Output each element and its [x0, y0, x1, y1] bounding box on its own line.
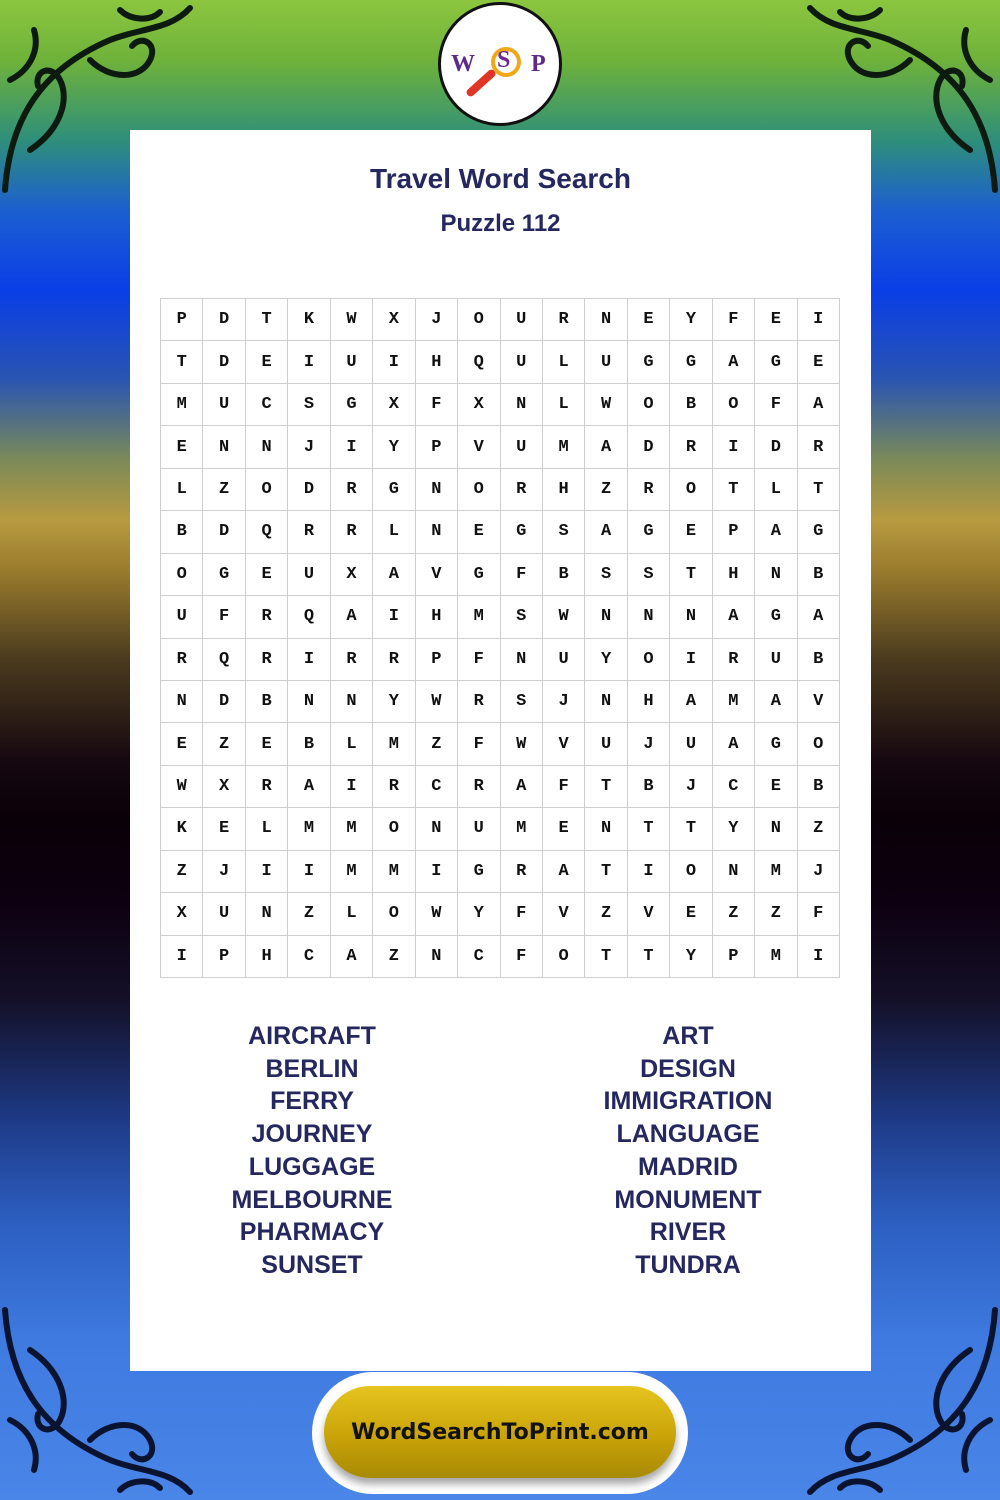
grid-cell[interactable]: Y — [373, 426, 415, 468]
grid-cell[interactable]: L — [161, 469, 203, 511]
grid-cell[interactable]: D — [203, 299, 245, 341]
grid-cell[interactable]: K — [161, 808, 203, 850]
grid-cell[interactable]: F — [543, 766, 585, 808]
grid-cell[interactable]: V — [798, 681, 840, 723]
grid-cell[interactable]: E — [246, 341, 288, 383]
grid-cell[interactable]: N — [331, 681, 373, 723]
grid-cell[interactable]: U — [755, 639, 797, 681]
grid-cell[interactable]: M — [543, 426, 585, 468]
grid-cell[interactable]: M — [161, 384, 203, 426]
grid-cell[interactable]: F — [798, 893, 840, 935]
grid-cell[interactable]: D — [203, 511, 245, 553]
grid-cell[interactable]: A — [755, 681, 797, 723]
grid-cell[interactable]: Y — [585, 639, 627, 681]
grid-cell[interactable]: L — [543, 384, 585, 426]
grid-cell[interactable]: O — [670, 851, 712, 893]
word-list-item: FERRY — [270, 1087, 354, 1116]
grid-cell[interactable]: T — [628, 808, 670, 850]
grid-cell[interactable]: R — [458, 681, 500, 723]
grid-cell[interactable]: R — [373, 766, 415, 808]
grid-cell[interactable]: V — [628, 893, 670, 935]
grid-cell[interactable]: J — [203, 851, 245, 893]
grid-cell[interactable]: B — [798, 639, 840, 681]
word-list-item: LUGGAGE — [248, 1152, 376, 1181]
grid-cell[interactable]: O — [373, 893, 415, 935]
grid-cell[interactable]: I — [798, 299, 840, 341]
grid-cell[interactable]: R — [288, 511, 330, 553]
grid-cell[interactable]: W — [416, 681, 458, 723]
grid-cell[interactable]: E — [628, 299, 670, 341]
grid-cell[interactable]: F — [501, 936, 543, 978]
grid-cell[interactable]: C — [288, 936, 330, 978]
grid-cell[interactable]: P — [713, 511, 755, 553]
grid-cell[interactable]: M — [755, 936, 797, 978]
grid-cell[interactable]: M — [373, 851, 415, 893]
grid-cell[interactable]: M — [331, 808, 373, 850]
grid-cell[interactable]: Q — [288, 596, 330, 638]
grid-cell[interactable]: I — [288, 341, 330, 383]
grid-cell[interactable]: G — [755, 596, 797, 638]
grid-cell[interactable]: N — [585, 596, 627, 638]
grid-cell[interactable]: X — [373, 299, 415, 341]
grid-cell[interactable]: Q — [246, 511, 288, 553]
grid-cell[interactable]: I — [628, 851, 670, 893]
grid-cell[interactable]: D — [203, 341, 245, 383]
grid-cell[interactable]: R — [331, 469, 373, 511]
footer-banner — [312, 1372, 688, 1494]
grid-cell[interactable]: M — [755, 851, 797, 893]
grid-cell[interactable]: R — [246, 596, 288, 638]
grid-cell[interactable]: Z — [798, 808, 840, 850]
grid-cell[interactable]: E — [670, 511, 712, 553]
grid-cell[interactable]: Z — [373, 936, 415, 978]
grid-cell[interactable]: N — [585, 808, 627, 850]
grid-cell[interactable]: A — [713, 596, 755, 638]
wsp-logo — [438, 2, 562, 126]
site-link[interactable]: WordSearchToPrint.com — [324, 1386, 676, 1478]
grid-cell[interactable]: N — [203, 426, 245, 468]
grid-cell[interactable]: Z — [713, 893, 755, 935]
grid-cell[interactable]: I — [713, 426, 755, 468]
grid-cell[interactable]: E — [798, 341, 840, 383]
grid-cell[interactable]: I — [161, 936, 203, 978]
grid-cell[interactable]: O — [543, 936, 585, 978]
grid-cell[interactable]: W — [543, 596, 585, 638]
grid-cell[interactable]: Z — [203, 723, 245, 765]
grid-cell[interactable]: T — [670, 808, 712, 850]
grid-cell[interactable]: B — [543, 554, 585, 596]
grid-cell[interactable]: A — [798, 384, 840, 426]
grid-cell[interactable]: U — [585, 341, 627, 383]
grid-cell[interactable]: A — [713, 341, 755, 383]
grid-cell[interactable]: D — [203, 681, 245, 723]
grid-cell[interactable]: T — [246, 299, 288, 341]
grid-cell[interactable]: I — [373, 341, 415, 383]
grid-cell[interactable]: A — [288, 766, 330, 808]
grid-cell[interactable]: E — [161, 426, 203, 468]
grid-cell[interactable]: I — [246, 851, 288, 893]
puzzle-number: Puzzle 112 — [440, 210, 561, 237]
grid-cell[interactable]: X — [331, 554, 373, 596]
grid-cell[interactable]: U — [670, 723, 712, 765]
grid-cell[interactable]: O — [670, 469, 712, 511]
grid-cell[interactable]: S — [501, 681, 543, 723]
grid-cell[interactable]: J — [628, 723, 670, 765]
grid-cell[interactable]: D — [628, 426, 670, 468]
grid-cell[interactable]: R — [670, 426, 712, 468]
grid-cell[interactable]: Z — [416, 723, 458, 765]
grid-cell[interactable]: F — [203, 596, 245, 638]
grid-cell[interactable]: M — [288, 808, 330, 850]
grid-cell[interactable]: T — [670, 554, 712, 596]
logo-letter-w: W — [451, 51, 475, 77]
grid-cell[interactable]: O — [628, 639, 670, 681]
grid-cell[interactable]: N — [628, 596, 670, 638]
grid-cell[interactable]: A — [331, 596, 373, 638]
word-list-item: MELBOURNE — [231, 1185, 393, 1214]
grid-cell[interactable]: S — [501, 596, 543, 638]
grid-cell[interactable]: E — [755, 299, 797, 341]
grid-cell[interactable]: B — [161, 511, 203, 553]
grid-cell[interactable]: M — [458, 596, 500, 638]
grid-cell[interactable]: L — [331, 723, 373, 765]
grid-cell[interactable]: C — [458, 936, 500, 978]
grid-cell[interactable]: Z — [585, 893, 627, 935]
word-list-item: TUNDRA — [635, 1250, 741, 1279]
grid-cell[interactable]: A — [373, 554, 415, 596]
puzzle-sheet — [130, 130, 871, 1371]
grid-cell[interactable]: U — [458, 808, 500, 850]
grid-cell[interactable]: N — [246, 426, 288, 468]
grid-cell[interactable]: Y — [670, 936, 712, 978]
word-list-item: JOURNEY — [251, 1120, 373, 1149]
grid-cell[interactable]: E — [161, 723, 203, 765]
grid-cell[interactable]: R — [798, 426, 840, 468]
grid-cell[interactable]: G — [755, 723, 797, 765]
word-list-item: PHARMACY — [239, 1218, 385, 1247]
grid-cell[interactable]: O — [373, 808, 415, 850]
grid-cell[interactable]: N — [416, 511, 458, 553]
grid-cell[interactable]: H — [416, 596, 458, 638]
grid-cell[interactable]: G — [628, 341, 670, 383]
grid-cell[interactable]: R — [543, 299, 585, 341]
grid-cell[interactable]: G — [670, 341, 712, 383]
grid-cell[interactable]: J — [416, 299, 458, 341]
grid-cell[interactable]: G — [458, 554, 500, 596]
grid-cell[interactable]: A — [755, 511, 797, 553]
grid-cell[interactable]: R — [501, 851, 543, 893]
grid-cell[interactable]: J — [288, 426, 330, 468]
grid-cell[interactable]: G — [458, 851, 500, 893]
grid-cell[interactable]: R — [331, 511, 373, 553]
letter-grid[interactable] — [160, 298, 840, 978]
grid-cell[interactable]: E — [246, 723, 288, 765]
grid-cell[interactable]: N — [288, 681, 330, 723]
grid-cell[interactable]: N — [713, 851, 755, 893]
grid-cell[interactable]: U — [288, 554, 330, 596]
grid-cell[interactable]: D — [755, 426, 797, 468]
grid-cell[interactable]: T — [628, 936, 670, 978]
grid-cell[interactable]: P — [161, 299, 203, 341]
grid-cell[interactable]: X — [161, 893, 203, 935]
grid-cell[interactable]: E — [670, 893, 712, 935]
grid-cell[interactable]: C — [246, 384, 288, 426]
grid-cell[interactable]: V — [416, 554, 458, 596]
logo-letter-s: S — [497, 47, 511, 73]
grid-cell[interactable]: N — [501, 639, 543, 681]
grid-cell[interactable]: O — [713, 384, 755, 426]
grid-cell[interactable]: N — [670, 596, 712, 638]
grid-cell[interactable]: F — [501, 893, 543, 935]
grid-cell[interactable]: G — [628, 511, 670, 553]
grid-cell[interactable]: I — [373, 596, 415, 638]
grid-cell[interactable]: R — [373, 639, 415, 681]
grid-cell[interactable]: N — [501, 384, 543, 426]
word-list-item: IMMIGRATION — [603, 1087, 773, 1116]
grid-cell[interactable]: G — [373, 469, 415, 511]
grid-cell[interactable]: I — [331, 766, 373, 808]
grid-cell[interactable]: Y — [670, 299, 712, 341]
grid-cell[interactable]: H — [628, 681, 670, 723]
word-list-item: MONUMENT — [614, 1185, 762, 1214]
word-list-item: ART — [662, 1022, 714, 1050]
grid-cell[interactable]: U — [501, 426, 543, 468]
logo-letter-p: P — [531, 51, 546, 77]
grid-cell[interactable]: O — [161, 554, 203, 596]
grid-cell[interactable]: E — [755, 766, 797, 808]
grid-cell[interactable]: R — [628, 469, 670, 511]
grid-cell[interactable]: S — [543, 511, 585, 553]
grid-cell[interactable]: Y — [373, 681, 415, 723]
grid-cell[interactable]: S — [585, 554, 627, 596]
grid-cell[interactable]: I — [670, 639, 712, 681]
grid-cell[interactable]: Z — [203, 469, 245, 511]
grid-cell[interactable]: I — [288, 639, 330, 681]
grid-cell[interactable]: R — [331, 639, 373, 681]
grid-cell[interactable]: W — [161, 766, 203, 808]
grid-cell[interactable]: Y — [713, 808, 755, 850]
grid-cell[interactable]: L — [755, 469, 797, 511]
grid-cell[interactable]: M — [373, 723, 415, 765]
grid-cell[interactable]: T — [161, 341, 203, 383]
grid-cell[interactable]: W — [501, 723, 543, 765]
grid-cell[interactable]: E — [246, 554, 288, 596]
grid-cell[interactable]: R — [246, 766, 288, 808]
grid-cell[interactable]: N — [161, 681, 203, 723]
grid-cell[interactable]: U — [585, 723, 627, 765]
grid-cell[interactable]: L — [331, 893, 373, 935]
grid-cell[interactable]: I — [288, 851, 330, 893]
grid-cell[interactable]: N — [246, 893, 288, 935]
grid-cell[interactable]: T — [713, 469, 755, 511]
grid-cell[interactable]: A — [543, 851, 585, 893]
grid-cell[interactable]: N — [585, 299, 627, 341]
grid-cell[interactable]: Z — [288, 893, 330, 935]
grid-cell[interactable]: K — [288, 299, 330, 341]
grid-cell[interactable]: D — [288, 469, 330, 511]
grid-cell[interactable]: J — [543, 681, 585, 723]
grid-cell[interactable]: I — [416, 851, 458, 893]
grid-cell[interactable]: C — [713, 766, 755, 808]
grid-cell[interactable]: Q — [458, 341, 500, 383]
grid-cell[interactable]: Y — [458, 893, 500, 935]
grid-cell[interactable]: B — [628, 766, 670, 808]
grid-cell[interactable]: O — [458, 469, 500, 511]
grid-cell[interactable]: A — [585, 511, 627, 553]
grid-cell[interactable]: X — [373, 384, 415, 426]
grid-cell[interactable]: P — [203, 936, 245, 978]
grid-cell[interactable]: P — [416, 426, 458, 468]
grid-cell[interactable]: E — [203, 808, 245, 850]
grid-cell[interactable]: U — [501, 299, 543, 341]
grid-cell[interactable]: W — [331, 299, 373, 341]
grid-cell[interactable]: R — [161, 639, 203, 681]
grid-cell[interactable]: W — [585, 384, 627, 426]
grid-cell[interactable]: F — [416, 384, 458, 426]
grid-cell[interactable]: H — [543, 469, 585, 511]
grid-cell[interactable]: T — [585, 936, 627, 978]
grid-cell[interactable]: T — [585, 766, 627, 808]
grid-cell[interactable]: A — [670, 681, 712, 723]
word-list-item: BERLIN — [265, 1054, 359, 1083]
grid-cell[interactable]: F — [458, 723, 500, 765]
grid-cell[interactable]: A — [501, 766, 543, 808]
grid-cell[interactable]: O — [798, 723, 840, 765]
grid-cell[interactable]: P — [713, 936, 755, 978]
grid-cell[interactable]: B — [670, 384, 712, 426]
grid-cell[interactable]: I — [331, 426, 373, 468]
grid-cell[interactable]: X — [458, 384, 500, 426]
grid-cell[interactable]: M — [713, 681, 755, 723]
grid-cell[interactable]: A — [585, 426, 627, 468]
grid-cell[interactable]: H — [416, 341, 458, 383]
word-list-item: LANGUAGE — [616, 1120, 760, 1149]
grid-cell[interactable]: L — [246, 808, 288, 850]
grid-cell[interactable]: F — [458, 639, 500, 681]
grid-cell[interactable]: J — [670, 766, 712, 808]
grid-cell[interactable]: A — [713, 723, 755, 765]
word-list-left — [162, 1020, 462, 1282]
grid-cell[interactable]: T — [585, 851, 627, 893]
word-list-right — [538, 1020, 838, 1282]
grid-cell[interactable]: O — [246, 469, 288, 511]
grid-cell[interactable]: L — [543, 341, 585, 383]
grid-cell[interactable]: P — [416, 639, 458, 681]
grid-cell[interactable]: Z — [755, 893, 797, 935]
grid-cell[interactable]: X — [203, 766, 245, 808]
grid-cell[interactable]: Z — [161, 851, 203, 893]
word-list-item: AIRCRAFT — [248, 1022, 376, 1050]
grid-cell[interactable]: O — [628, 384, 670, 426]
grid-cell[interactable]: V — [543, 893, 585, 935]
grid-cell[interactable]: F — [713, 299, 755, 341]
grid-cell[interactable]: C — [416, 766, 458, 808]
grid-cell[interactable]: N — [585, 681, 627, 723]
grid-cell[interactable]: S — [628, 554, 670, 596]
grid-cell[interactable]: F — [755, 384, 797, 426]
grid-cell[interactable]: R — [458, 766, 500, 808]
grid-cell[interactable]: E — [458, 511, 500, 553]
grid-cell[interactable]: B — [288, 723, 330, 765]
grid-cell[interactable]: U — [543, 639, 585, 681]
grid-cell[interactable]: U — [203, 384, 245, 426]
grid-cell[interactable]: G — [203, 554, 245, 596]
grid-cell[interactable]: U — [331, 341, 373, 383]
word-list-item: RIVER — [649, 1218, 727, 1247]
grid-cell[interactable]: N — [416, 808, 458, 850]
word-list-item: DESIGN — [640, 1054, 736, 1083]
grid-cell[interactable]: R — [246, 639, 288, 681]
grid-cell[interactable]: G — [798, 511, 840, 553]
grid-cell[interactable]: U — [203, 893, 245, 935]
grid-cell[interactable]: R — [713, 639, 755, 681]
grid-cell[interactable]: R — [501, 469, 543, 511]
grid-cell[interactable]: W — [416, 893, 458, 935]
grid-cell[interactable]: I — [798, 936, 840, 978]
puzzle-title: Travel Word Search — [370, 163, 631, 194]
word-list-item: SUNSET — [261, 1250, 363, 1279]
grid-cell[interactable]: V — [458, 426, 500, 468]
grid-cell[interactable]: G — [755, 341, 797, 383]
grid-cell[interactable]: H — [246, 936, 288, 978]
grid-cell[interactable]: N — [416, 469, 458, 511]
grid-cell[interactable]: M — [331, 851, 373, 893]
grid-cell[interactable]: B — [246, 681, 288, 723]
grid-cell[interactable]: U — [161, 596, 203, 638]
grid-cell[interactable]: Q — [203, 639, 245, 681]
grid-cell[interactable]: G — [331, 384, 373, 426]
grid-cell[interactable]: N — [755, 808, 797, 850]
grid-cell[interactable]: N — [755, 554, 797, 596]
grid-cell[interactable]: H — [713, 554, 755, 596]
grid-cell[interactable]: M — [501, 808, 543, 850]
grid-cell[interactable]: V — [543, 723, 585, 765]
grid-cell[interactable]: O — [458, 299, 500, 341]
grid-cell[interactable]: L — [373, 511, 415, 553]
grid-cell[interactable]: Z — [585, 469, 627, 511]
grid-cell[interactable]: F — [501, 554, 543, 596]
grid-cell[interactable]: A — [798, 596, 840, 638]
word-list-item: MADRID — [638, 1152, 738, 1181]
grid-cell[interactable]: B — [798, 766, 840, 808]
grid-cell[interactable]: J — [798, 851, 840, 893]
grid-cell[interactable]: G — [501, 511, 543, 553]
grid-cell[interactable]: S — [288, 384, 330, 426]
grid-cell[interactable]: A — [331, 936, 373, 978]
grid-cell[interactable]: U — [501, 341, 543, 383]
grid-cell[interactable]: B — [798, 554, 840, 596]
grid-cell[interactable]: N — [416, 936, 458, 978]
grid-cell[interactable]: T — [798, 469, 840, 511]
grid-cell[interactable]: E — [543, 808, 585, 850]
